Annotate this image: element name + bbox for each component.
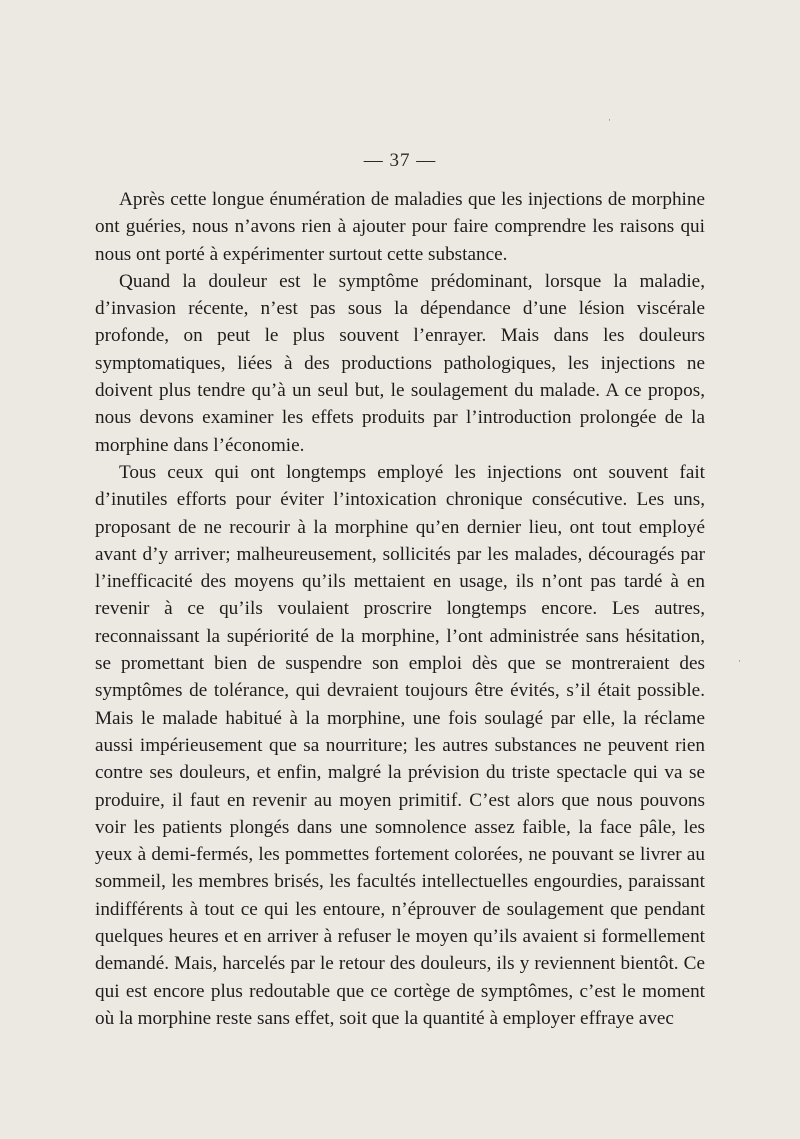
body-text bbox=[95, 186, 705, 1032]
paragraph: Quand la douleur est le symptôme prédominant, lorsque la maladie, d’invasion récente, n’est pas sous la dépendance d’une lésion viscérale profonde, on peut le plus souvent l’enrayer. Mais dans les douleurs symptomatiques, liées à des productions pathologiques, les injections ne doivent plus tendre qu’à un seul but, le soulagement du malade. A ce propos, nous devons examiner les effets produits par l’introduction prolongée de la morphine dans l’économie. bbox=[95, 270, 705, 456]
page-speck: · bbox=[608, 115, 611, 125]
paragraph: Tous ceux qui ont longtemps employé les injections ont souvent fait d’inutiles efforts pour éviter l’intoxication chronique consécutive. Les uns, proposant de ne recourir à la morphine qu’en dernier lieu, ont tout employé avant d’y arriver; malheureusement, sollicités par les malades, découragés par l’inefficacité des moyens qu’ils mettaient en usage, ils n’ont pas tardé à en revenir à ce qu’ils voulaient proscrire longtemps encore. Les autres, reconnaissant la supériorité de la morphine, l’ont administrée sans hésitation, se promettant bien de suspendre son emploi dès que se montreraient des symptômes de tolérance, qui devraient toujours être évités, s’il était possible. Mais le malade habitué à la morphine, une fois soulagé par elle, la réclame aussi impérieusement que sa nourriture; les autres substances ne peuvent rien contre ses douleurs, et enfin, malgré la prévision du triste spectacle qui va se produire, il faut en revenir au moyen primitif. C’est alors que nous pouvons voir les patients plongés dans une somnolence assez faible, la face pâle, les yeux à demi-fermés, les pommettes fortement colorées, ne pouvant se livrer au sommeil, les membres brisés, les facultés intellectuelles engourdies, paraissant indifférents à tout ce qui les entoure, n’éprouver de soulagement que pendant quelques heures et en arriver à refuser le moyen qu’ils avaient si formellement demandé. Mais, harcelés par le retour des douleurs, ils y reviennent bientôt. Ce qui est encore plus redoutable que ce cortège de symptômes, c’est le moment où la morphine reste sans effet, soit que la quantité à employer effraye avec bbox=[95, 461, 705, 1029]
page-number: — 37 — bbox=[363, 150, 437, 171]
paragraph: Après cette longue énumération de maladies que les injections de morphine ont guéries, nous n’avons rien à ajouter pour faire comprendre les raisons qui nous ont porté à expérimenter surtout cette substance. bbox=[95, 189, 705, 265]
page-speck: · bbox=[738, 656, 741, 666]
